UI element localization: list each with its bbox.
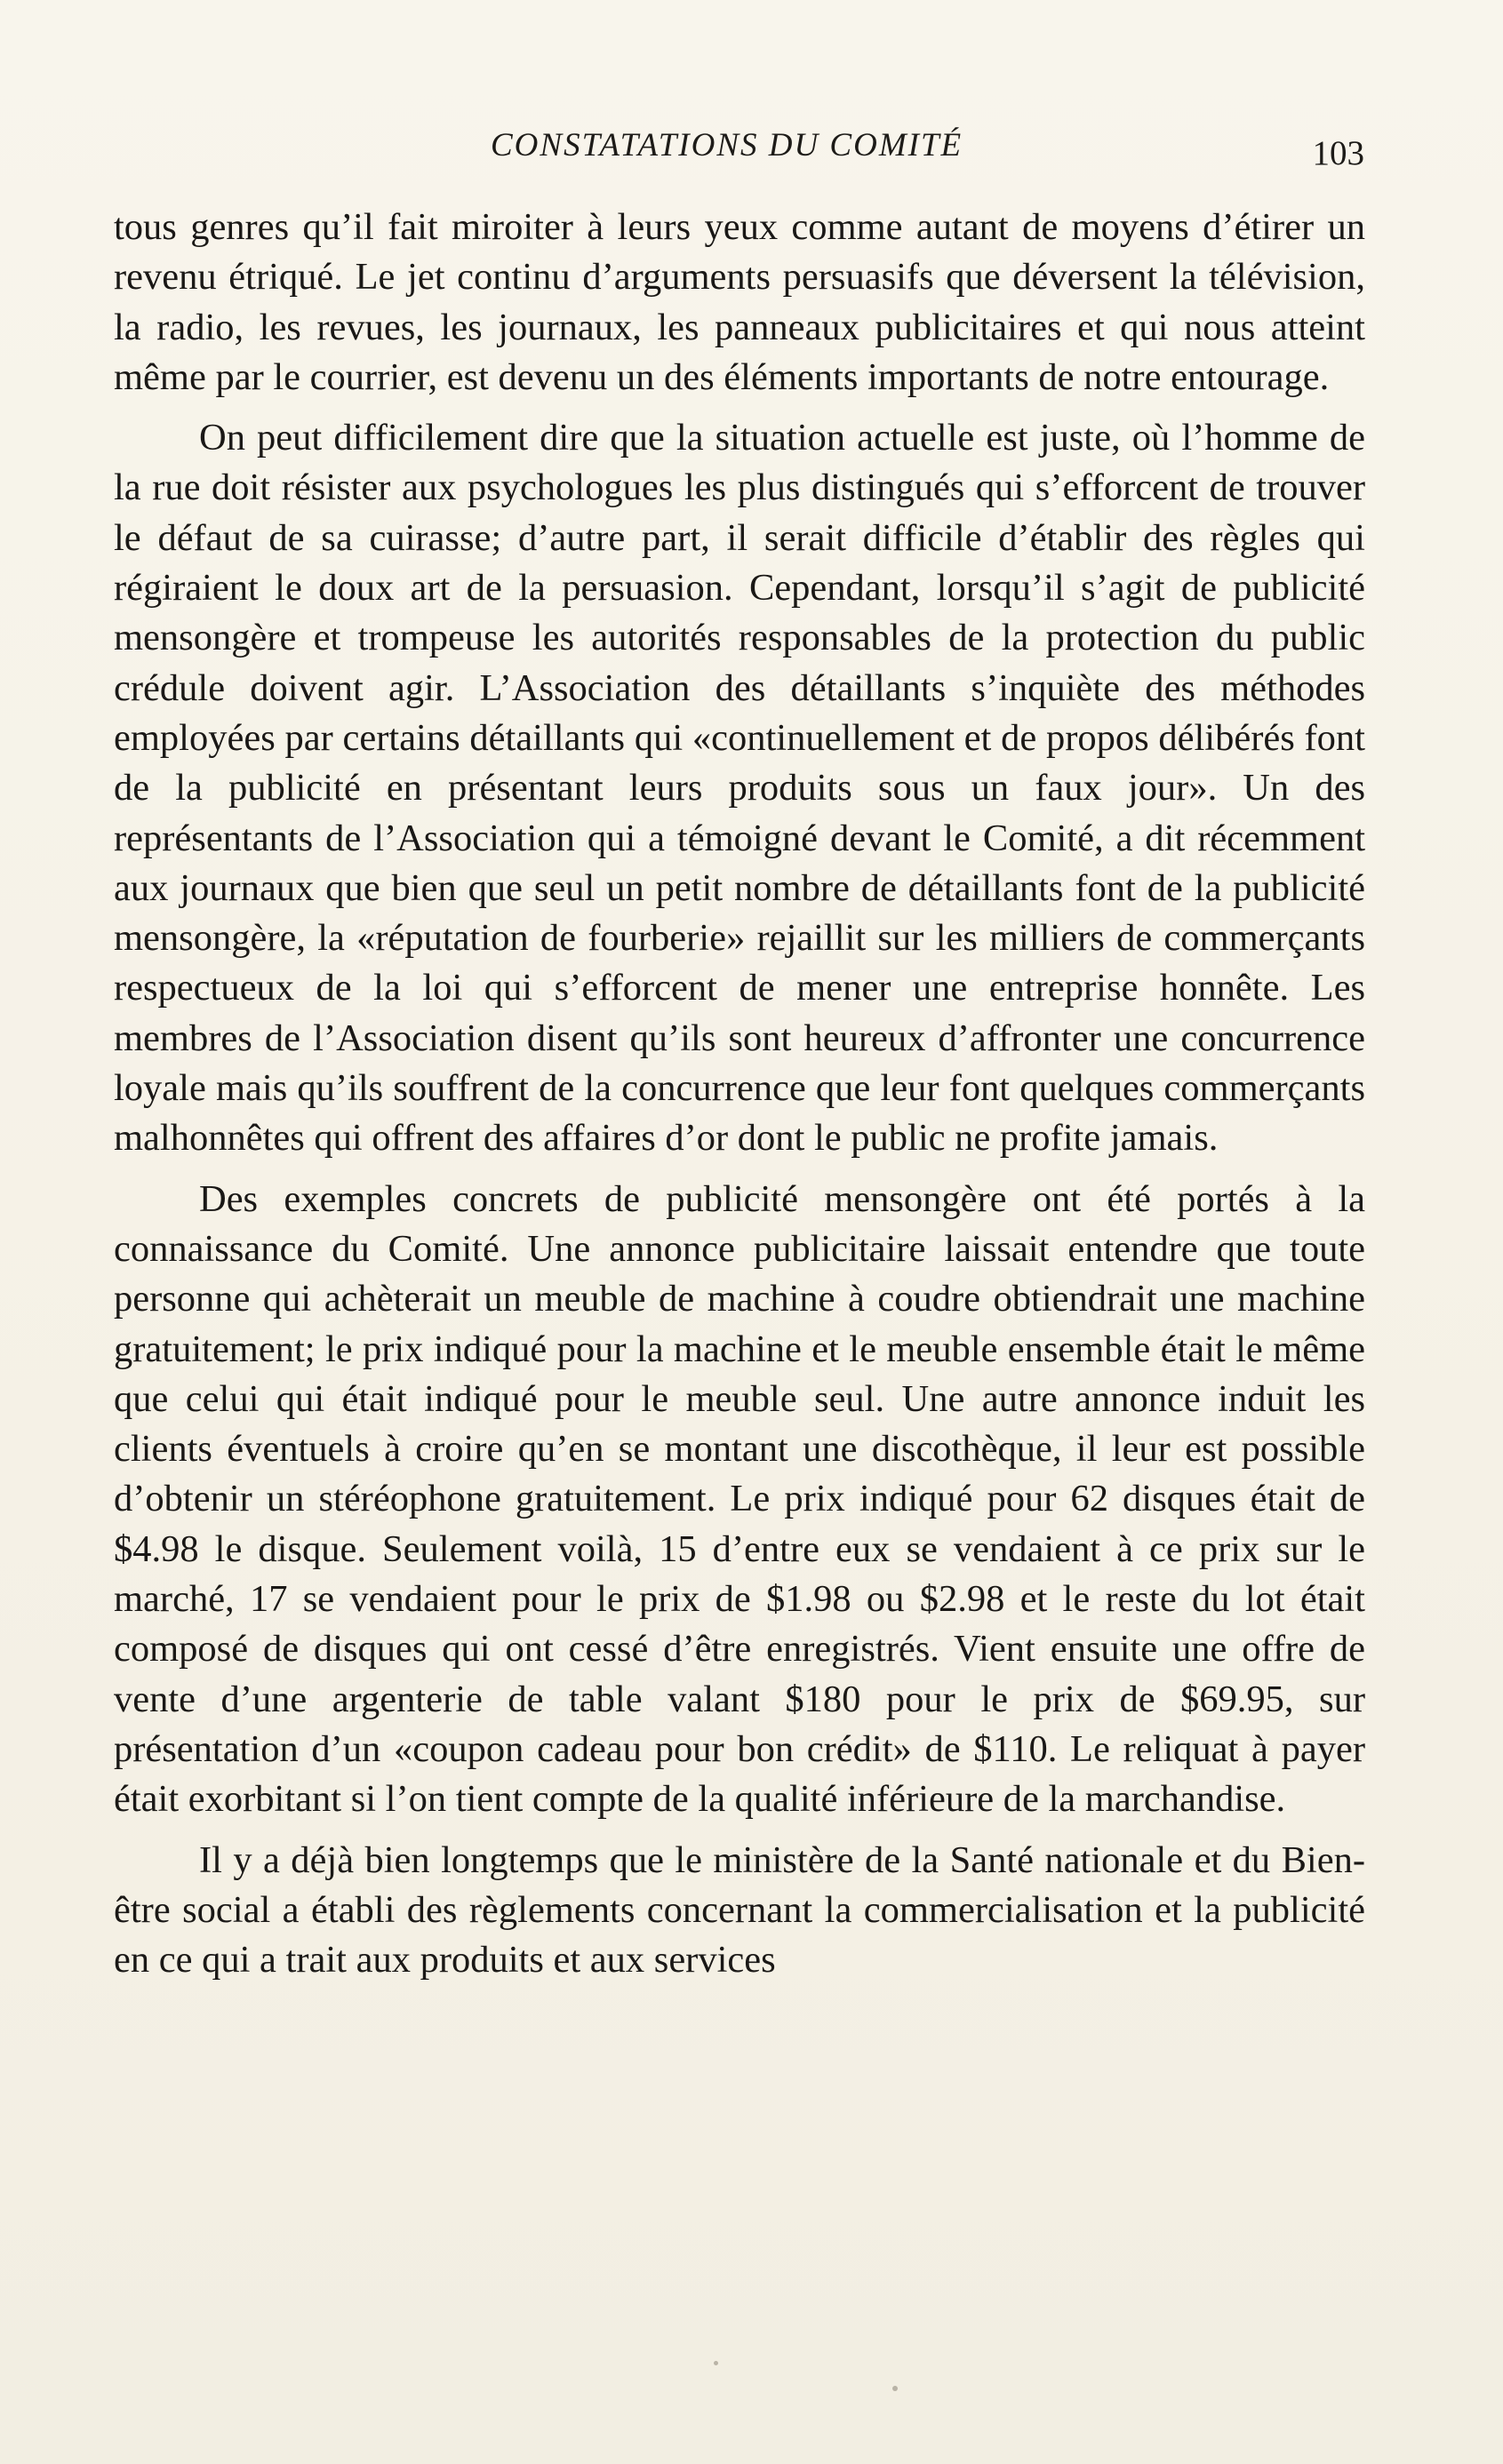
- paragraph: Il y a déjà bien longtemps que le ministère de la Santé nationale et du Bien-être social a établi des règlements concernant la commercialisation et la publicité en ce qui a trait aux produits et aux services: [114, 1838, 1365, 1982]
- running-title: CONSTATATIONS DU COMITÉ: [491, 127, 963, 163]
- paper-speck: [714, 2361, 718, 2365]
- paragraph: Des exemples concrets de publicité mensongère ont été portés à la connaissance du Comité. Une annonce publicitaire laissait entendre que toute personne qui achèterait un meuble de machine à coudre obtiendrait une machine gratuitement; le prix indiqué pour la machine et le meuble ensemble était le même que celui qui était indiqué pour le meuble seul. Une autre annonce induit les clients éventuels à croire qu’en se montant une discothèque, il leur est possible d’obtenir un stéréophone gratuitement. Le prix indiqué pour 62 disques était de $4.98 le disque. Seulement voilà, 15 d’entre eux se vendaient à ce prix sur le marché, 17 se vendaient pour le prix de $1.98 ou $2.98 et le reste du lot était composé de disques qui ont cessé d’être enregistrés. Vient ensuite une offre de vente d’une argenterie de table valant $180 pour le prix de $69.95, sur présentation d’un «coupon cadeau pour bon crédit» de $110. Le reliquat à payer était exorbitant si l’on tient compte de la qualité inférieure de la marchandise.: [114, 1177, 1365, 1821]
- paper-speck: [892, 2386, 898, 2391]
- body-text: [114, 203, 1365, 1985]
- paragraph-continued: tous genres qu’il fait miroiter à leurs yeux comme autant de moyens d’étirer un revenu étriqué. Le jet continu d’arguments persuasifs que déversent la télévision, la radio, les revues, les journaux, les panneaux publicitaires et qui nous atteint même par le courrier, est devenu un des éléments importants de notre entourage.: [114, 206, 1365, 398]
- paragraph: On peut difficilement dire que la situation actuelle est juste, où l’homme de la rue doit résister aux psychologues les plus distingués qui s’efforcent de trouver le défaut de sa cuirasse; d’autre part, il serait difficile d’établir des règles qui régiraient le doux art de la persuasion. Cependant, lorsqu’il s’agit de publicité mensongère et trompeuse les autorités responsables de la protection du public crédule doivent agir. L’Association des détaillants s’inquiète des méthodes employées par certains détaillants qui «continuellement et de propos délibérés font de la publicité en présentant leurs produits sous un faux jour». Un des représentants de l’Association qui a témoigné devant le Comité, a dit récemment aux journaux que bien que seul un petit nombre de détaillants font de la publicité mensongère, la «réputation de fourberie» rejaillit sur les milliers de commerçants respectueux de la loi qui s’efforcent de mener une entreprise honnête. Les membres de l’Association disent qu’ils sont heureux d’affronter une concurrence loyale mais qu’ils souffrent de la concurrence que leur font quelques commerçants malhonnêtes qui offrent des affaires d’or dont le public ne profite jamais.: [114, 417, 1365, 1160]
- page-number: 103: [1312, 134, 1364, 172]
- running-head: [0, 124, 1503, 178]
